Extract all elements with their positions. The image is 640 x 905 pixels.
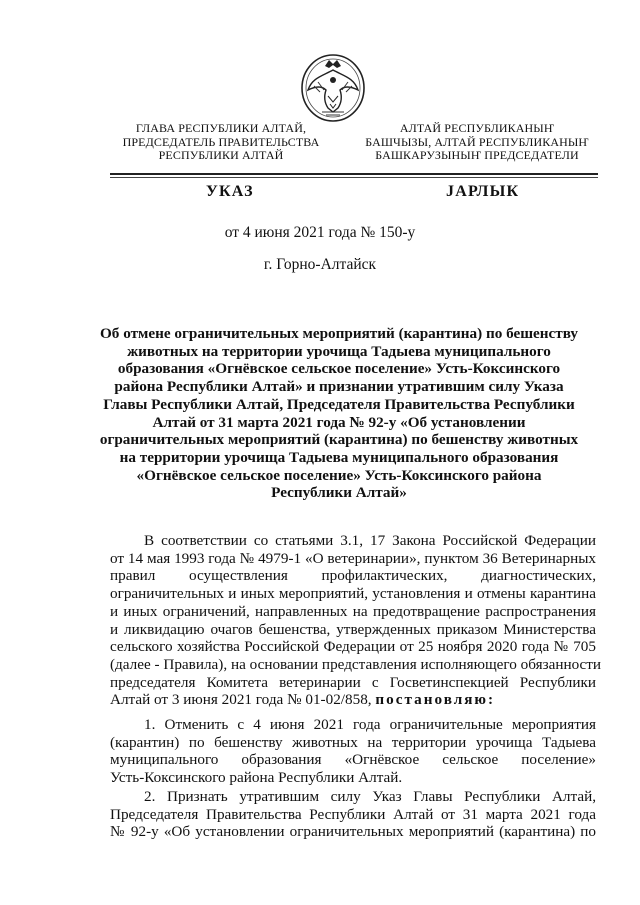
document-city: г. Горно-Алтайск	[263, 256, 377, 273]
document-title	[96, 325, 582, 502]
preamble-line: правил осуществления профилактических, диагностических,	[110, 567, 596, 585]
item-2-line: 2. Признать утратившим силу Указ Главы Республики Алтай,	[144, 788, 596, 805]
item-2-paragraph	[110, 788, 596, 841]
item-1-paragraph	[110, 716, 596, 787]
header-divider-thin	[110, 177, 598, 178]
document-date: от 4 июня 2021 года № 150-у	[224, 224, 416, 241]
header-divider-thick	[110, 173, 598, 175]
doc-type-left: УКАЗ	[206, 183, 254, 200]
decree-word: постановляю:	[375, 691, 496, 709]
preamble-paragraph	[110, 532, 602, 709]
header-left-line: РЕСПУБЛИКИ АЛТАЙ	[158, 148, 284, 162]
item-1-line: 1. Отменить с 4 июня 2021 года ограничительные мероприятия	[144, 716, 596, 733]
preamble-last-line	[110, 691, 596, 709]
header-right-line: БАШКАРУЗЫНЫҤ ПРЕДСЕДАТЕЛИ	[375, 148, 579, 162]
preamble-line: Алтай от 3 июня 2021 года № 01-02/858,	[110, 691, 372, 709]
header-right-line: АЛТАЙ РЕСПУБЛИКАНЫҤ	[399, 121, 555, 135]
title-line: животных на территории урочища Тадыева муниципального	[127, 342, 551, 360]
preamble-line: и ликвидацию очагов бешенства, утвержденных приказом Министерства	[110, 620, 596, 638]
preamble-line: В соответствии со статьями 3.1, 17 Закона Российской Федерации	[144, 532, 596, 549]
preamble-line: и иных ограничений, направленных на предотвращение распространения	[110, 602, 596, 620]
title-line: «Огнёвское сельское поселение» Усть-Коксинского района	[136, 466, 542, 484]
title-line: Республики Алтай»	[271, 484, 407, 502]
header-left-line: ПРЕДСЕДАТЕЛЬ ПРАВИТЕЛЬСТВА	[122, 134, 320, 149]
item-1-line: (карантин) по бешенству животных на территории урочища Тадыева	[110, 733, 596, 751]
title-line: на территории урочища Тадыева муниципального образования	[119, 448, 559, 466]
header-left-line: ГЛАВА РЕСПУБЛИКИ АЛТАЙ,	[135, 121, 307, 135]
preamble-line: сельского хозяйства Российской Федерации от 25 ноября 2020 года № 705	[110, 638, 596, 656]
preamble-line: от 14 мая 1993 года № 4979-1 «О ветеринарии», пунктом 36 Ветеринарных	[110, 549, 596, 567]
title-line: Об отмене ограничительных мероприятий (карантина) по бешенству	[99, 325, 579, 342]
coat-of-arms-icon	[298, 52, 368, 124]
title-line: образования «Огнёвское сельское поселение» Усть-Коксинского	[117, 360, 561, 378]
preamble-line: председателя Комитета ветеринарии с Госветинспекцией Республики	[110, 673, 596, 691]
header-left-block	[110, 122, 332, 163]
title-line: района Республики Алтай» и признании утратившим силу Указа	[114, 378, 564, 396]
item-2-line: Председателя Правительства Республики Алтай от 31 марта 2021 года	[110, 805, 596, 823]
item-2-line: № 92-у «Об установлении ограничительных мероприятий (карантина) по	[110, 823, 596, 841]
item-1-line: Усть-Коксинского района Республики Алтай.	[110, 769, 403, 787]
header-right-line: БАШЧЫЗЫ, АЛТАЙ РЕСПУБЛИКАНЫҤ	[365, 134, 589, 149]
doc-type-right: ЈАРЛЫК	[446, 183, 520, 200]
header-right-block	[344, 122, 610, 163]
title-line: Алтай от 31 марта 2021 года № 92-у «Об установлении	[152, 413, 526, 431]
preamble-line: ограничительных и иных мероприятий, установления и отмены карантина	[110, 585, 596, 603]
item-1-line: муниципального образования «Огнёвское сельское поселение»	[110, 751, 596, 769]
title-line: Главы Республики Алтай, Председателя Правительства Республики	[103, 395, 575, 413]
title-line: ограничительных мероприятий (карантина) по бешенству животных	[99, 431, 579, 449]
preamble-line: (далее - Правила), на основании представления исполняющего обязанности	[110, 655, 602, 673]
